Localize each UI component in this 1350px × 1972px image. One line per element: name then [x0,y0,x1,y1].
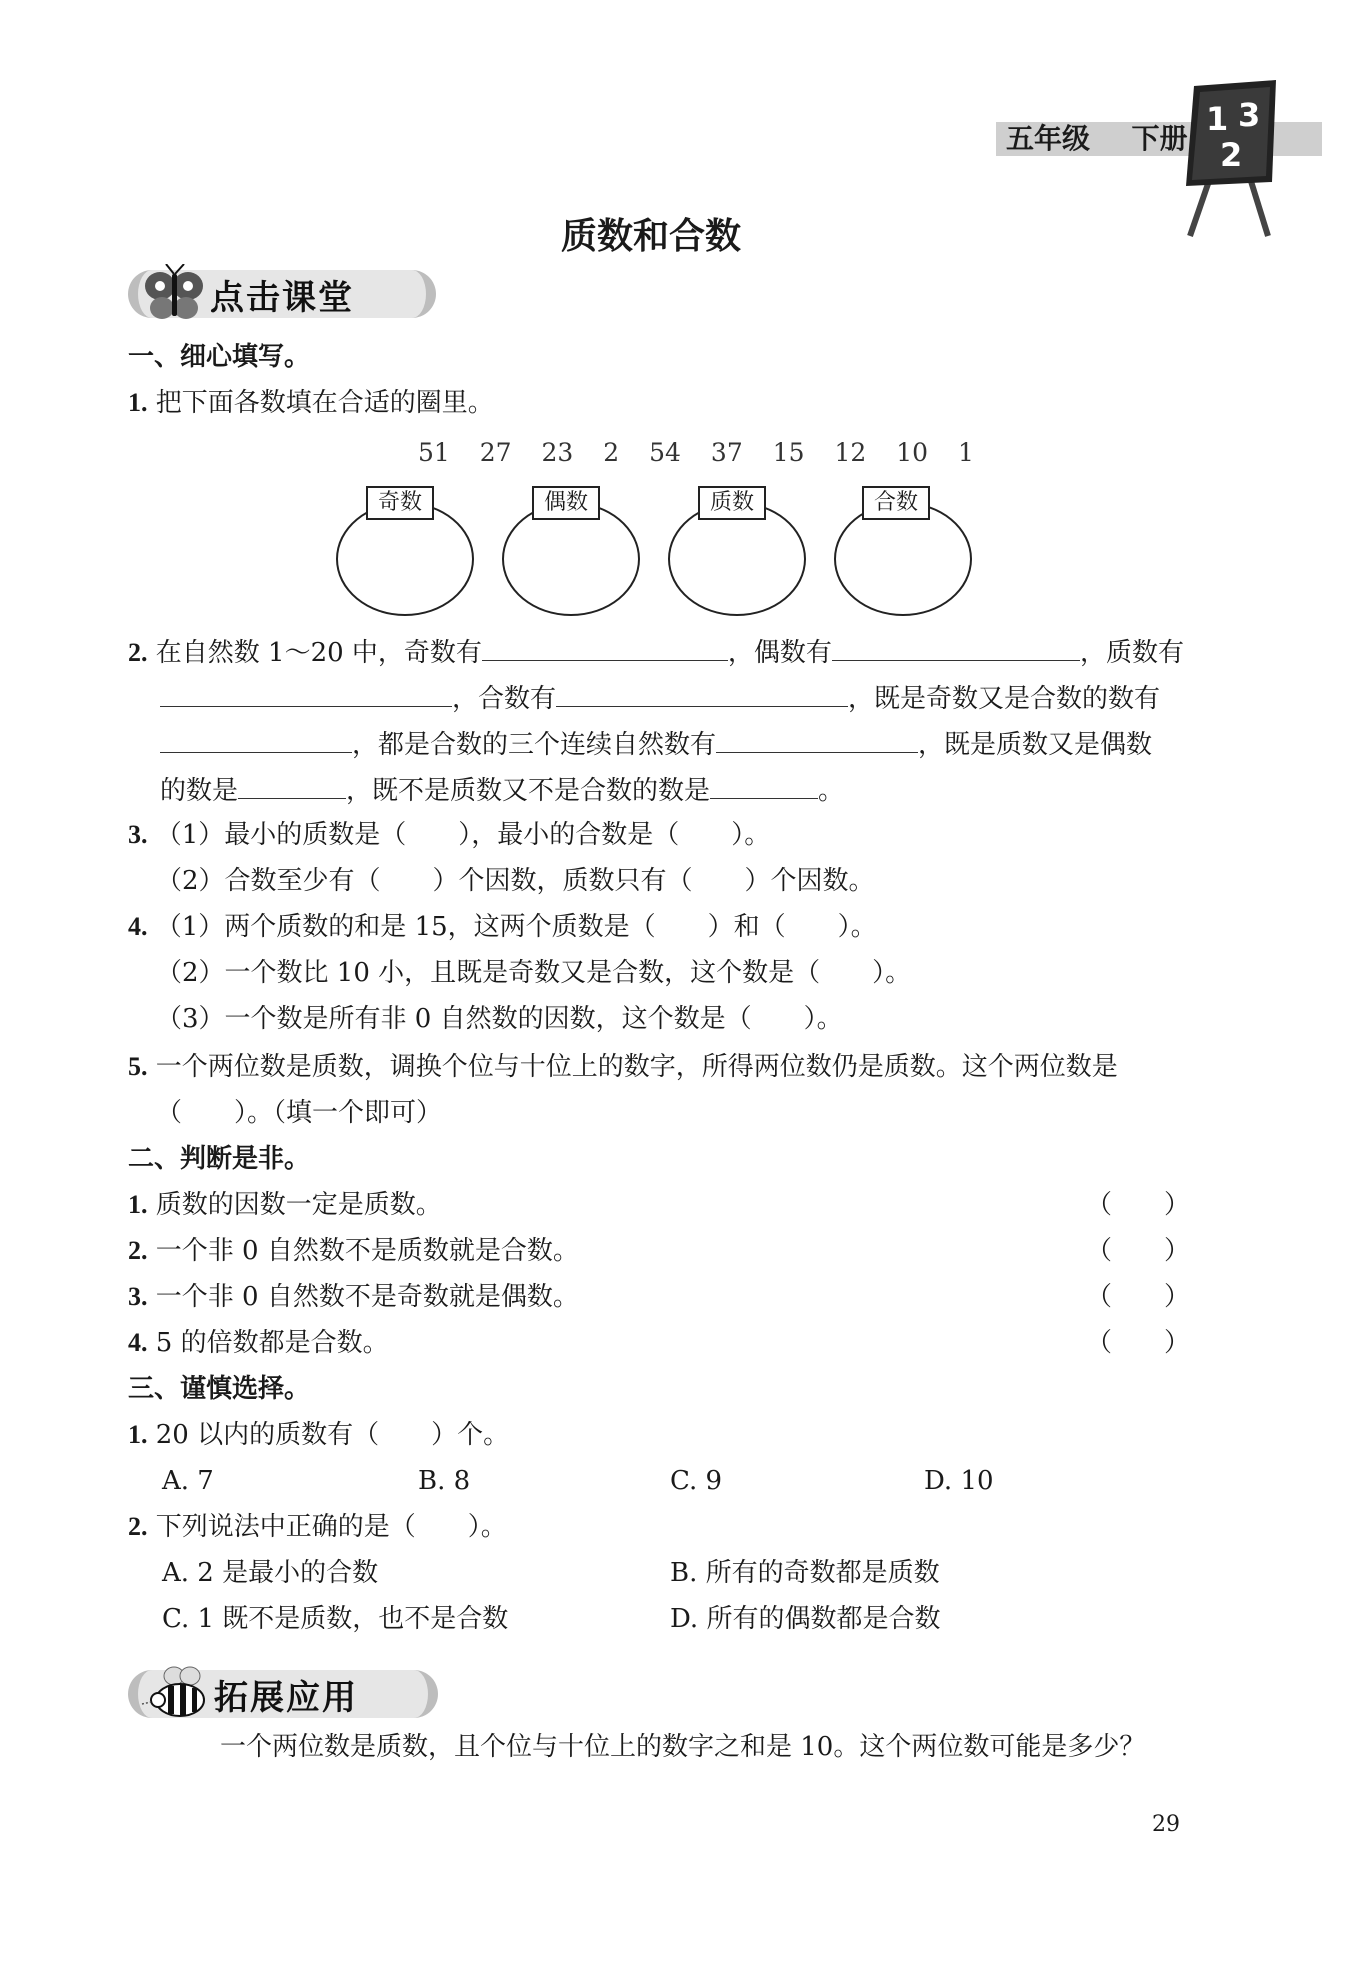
number-item: 37 [710,438,743,467]
q4-line3 [156,1002,843,1036]
option-b[interactable]: B. 8 [418,1466,471,1496]
number-item: 51 [418,438,450,467]
section-title-click: 点击课堂 [210,277,354,318]
judge-mark[interactable]: （ ） [1086,1236,1191,1266]
option-d[interactable]: D. 所有的偶数都是合数 [670,1604,941,1634]
q2-text: 。 [818,776,845,806]
answer-blank[interactable] [556,680,848,707]
option-b[interactable]: B. 所有的奇数都是质数 [670,1558,940,1588]
number-item: 1 [957,438,974,467]
number-row [418,436,974,470]
judge-mark[interactable]: （ ） [1086,1328,1191,1358]
circle-label-prime: 质数 [698,486,766,520]
q2-line2 [160,680,1160,716]
judge-text: 5 的倍数都是合数。 [155,1328,389,1358]
judge-text: 一个非 0 自然数不是奇数就是偶数。 [155,1282,579,1312]
answer-blank[interactable] [238,772,346,799]
answer-blank[interactable] [716,726,918,753]
option-c[interactable]: C. 1 既不是质数，也不是合数 [162,1604,509,1634]
judge-text: 一个非 0 自然数不是质数就是合数。 [155,1236,579,1266]
answer-blank[interactable] [832,634,1080,661]
answer-blank[interactable] [482,634,728,661]
number-item: 2 [603,438,620,467]
q2-line4 [160,772,844,808]
extend-question: 一个两位数是质数，且个位与十位上的数字之和是 10。这个两位数可能是多少？ [220,1732,1146,1762]
option-a[interactable]: A. 2 是最小的合数 [162,1558,379,1588]
judge-item [128,1326,389,1360]
q4-number: 4. [128,912,148,941]
q3-b[interactable]: （2）合数至少有（ ）个因数，质数只有（ ）个因数。 [156,866,875,896]
option-d[interactable]: D. 10 [924,1466,994,1496]
judge-text: 质数的因数一定是质数。 [155,1190,442,1220]
judge-item [128,1188,442,1222]
q5-line1 [128,1050,1118,1084]
judge-item [128,1234,579,1268]
number-item: 10 [896,438,929,467]
q3-number: 3. [128,820,148,849]
q4-c[interactable]: （3）一个数是所有非 0 自然数的因数，这个数是（ ）。 [156,1004,843,1034]
choice-q1-number: 1. [128,1420,148,1449]
q4-b[interactable]: （2）一个数比 10 小，且既是奇数又是合数，这个数是（ ）。 [156,958,912,988]
page-title: 质数和合数 [560,216,741,257]
judge-number: 3. [128,1282,148,1311]
q1-number: 1. [128,388,148,417]
q2-text: 在自然数 1～20 中，奇数有 [155,638,482,668]
q4-line1 [128,910,877,944]
q1 [128,386,494,420]
q2-text: ，既不是质数又不是合数的数是 [346,776,711,806]
section-title-extend: 拓展应用 [214,1677,358,1718]
number-item: 54 [649,438,681,467]
q2-text: 的数是 [160,776,239,806]
number-item: 12 [834,438,867,467]
q5-line2 [156,1096,442,1130]
choice-q1-text[interactable]: 20 以内的质数有（ ）个。 [155,1420,510,1450]
answer-blank[interactable] [160,726,352,753]
grade-label [1006,120,1188,158]
part1-heading: 一、细心填写。 [128,342,311,372]
choice-q2 [128,1510,507,1544]
judge-item [128,1280,579,1314]
number-item: 15 [772,438,805,467]
q4-line2 [156,956,911,990]
circle-label-composite: 合数 [862,486,930,520]
q2-text: ，既是奇数又是合数的数有 [848,684,1161,714]
butterfly-icon [140,264,210,324]
q3-line1 [128,818,770,852]
board-digit-1: 1 [1206,100,1229,138]
part2-heading: 二、判断是非。 [128,1144,311,1174]
q3-line2 [156,864,875,898]
circle-label-even: 偶数 [532,486,600,520]
q2-text: ，既是质数又是偶数 [918,730,1153,760]
option-c[interactable]: C. 9 [670,1466,723,1496]
number-item: 23 [541,438,574,467]
grade-text: 五年级 [1006,122,1091,155]
section-banner-click [128,270,436,318]
choice-q1 [128,1418,509,1452]
board-digit-2: 2 [1220,136,1243,174]
bee-icon [138,1664,214,1724]
q2-text: ，质数有 [1079,638,1184,668]
answer-blank[interactable] [710,772,818,799]
q5-a: 一个两位数是质数，调换个位与十位上的数字，所得两位数仍是质数。这个两位数是 [155,1052,1118,1082]
board-digit-3: 3 [1238,96,1261,134]
q2-line1 [128,634,1184,670]
answer-blank[interactable] [160,680,452,707]
page-number: 29 [1152,1812,1180,1837]
judge-number: 4. [128,1328,148,1357]
choice-q2-number: 2. [128,1512,148,1541]
volume-text: 下册 [1131,122,1188,155]
judge-number: 1. [128,1190,148,1219]
choice-q2-text[interactable]: 下列说法中正确的是（ ）。 [155,1512,507,1542]
q5-b[interactable]: （ ）。（填一个即可） [156,1098,443,1128]
q1-text: 把下面各数填在合适的圈里。 [155,388,494,418]
q2-number: 2. [128,638,148,667]
q2-text: ，都是合数的三个连续自然数有 [352,730,717,760]
q4-a[interactable]: （1）两个质数的和是 15，这两个质数是（ ）和（ ）。 [155,912,877,942]
q2-line3 [160,726,1152,762]
q3-a[interactable]: （1）最小的质数是（ ），最小的合数是（ ）。 [155,820,771,850]
judge-mark[interactable]: （ ） [1086,1282,1191,1312]
q2-text: ，偶数有 [727,638,832,668]
judge-mark[interactable]: （ ） [1086,1190,1191,1220]
option-a[interactable]: A. 7 [162,1466,214,1496]
judge-number: 2. [128,1236,148,1265]
q2-text: ，合数有 [452,684,557,714]
number-item: 27 [479,438,512,467]
part3-heading: 三、谨慎选择。 [128,1374,311,1404]
q5-number: 5. [128,1052,148,1081]
section-banner-extend [128,1670,438,1718]
circle-label-odd: 奇数 [366,486,434,520]
